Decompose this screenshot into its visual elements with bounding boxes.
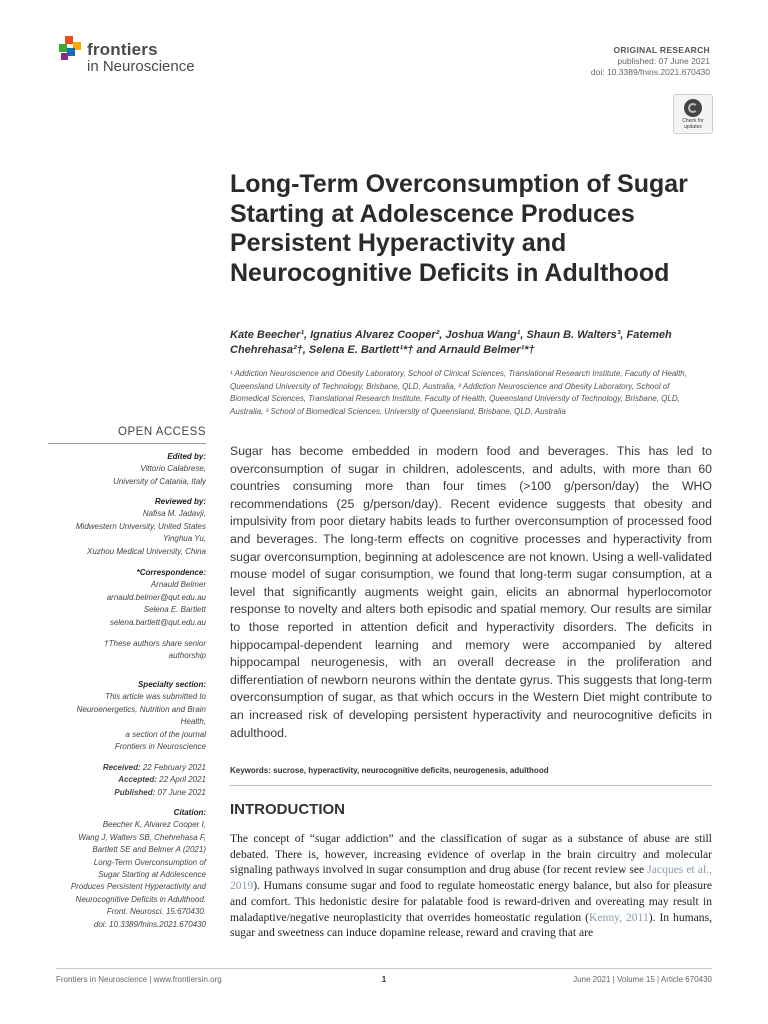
note-line: authorship xyxy=(168,651,206,661)
keywords: Keywords: sucrose, hyperactivity, neurocognitive deficits, neurogenesis, adulthood xyxy=(230,766,549,775)
section-heading: INTRODUCTION xyxy=(230,801,345,818)
published-date: published: 07 June 2021 xyxy=(617,56,710,66)
citation-line: Produces Persistent Hyperactivity and xyxy=(70,882,206,892)
affiliations: ¹ Addiction Neuroscience and Obesity Laboratory, School of Clinical Sciences, Translational Research Institute, Faculty of Health, Queensland University of Technology, Brisbane, QLD, Australia, ² Addiction Neuroscience and Obesity Laboratory, School of Biomedical Sciences, Translational Research Institute, Faculty of Health, Queensland University of Technology, Brisbane, QLD, Australia, ³ School of Biomedical Sciences, University of Queensland, Brisbane, QLD, Australia xyxy=(230,369,687,416)
check-updates-label: Check for updates xyxy=(682,118,704,130)
intro-text: ). Humans consume sugar and food to regulate homeostatic energy balance, but also for pleasure and comfort. This hedonistic desire for palatable food is reward-driven and overeating may result in maladaptive/negative neuroplasticity that overrides homeostatic regulation ( xyxy=(230,879,712,924)
specialty-line: Health, xyxy=(180,717,206,727)
abstract: Sugar has become embedded in modern food and beverages. This has led to overconsumption of sugar in children, adolescents, and adults, with more than 60 countries consuming more than four times (>100 g/person/day) the WHO recommendations (25 g/person/day). Recent evidence suggests that obesity and impulsivity from poor dietary habits leads to further overconsumption of processed food and beverages. The long-term effects on cognitive processes and hyperactivity from sugar overconsumption, beginning at adolescence are not known. Using a well-validated mouse model of sugar consumption, we found that long-term sugar consumption, at a level that significantly augments weight gain, elicits an abnormal hyperlocomotor response to novelty and alters both episodic and spatial memory. Our results are similar to those reported in attention deficit and hyperactivity disorders. The deficits in hippocampal-dependent learning and memory were accompanied by altered hippocampal neurogenesis, with an overall decrease in the proliferation and differentiation of newborn neurons within the dentate gyrus. This suggests that long-term overconsumption of sugar, as that which occurs in the Western Diet might contribute to an increased risk of developing persistent hyperactivity and neurocognitive deficits in adulthood. xyxy=(230,444,712,740)
citation-line: Front. Neurosci. 15:670430. xyxy=(106,907,206,917)
journal-logo[interactable] xyxy=(57,34,227,80)
footer-divider xyxy=(56,968,712,969)
specialty-line: Frontiers in Neuroscience xyxy=(114,742,206,752)
editor-line: Vittorio Calabrese, xyxy=(140,464,206,474)
citation-line: Sugar Starting at Adolescence xyxy=(98,870,206,880)
check-for-updates-button[interactable] xyxy=(673,94,713,134)
correspondence-block xyxy=(48,567,206,629)
divider xyxy=(48,443,206,444)
edited-by-label: Edited by: xyxy=(167,452,206,461)
specialty-line: This article was submitted to xyxy=(105,692,206,702)
citation-link[interactable]: Jacques et al., 2019 xyxy=(230,863,712,893)
specialty-section-block xyxy=(48,679,206,753)
page-number: 1 xyxy=(381,975,387,984)
correspondent-name: Arnauld Belmer xyxy=(150,580,206,590)
specialty-line: a section of the journal xyxy=(125,729,206,739)
reviewer-line: Midwestern University, United States xyxy=(75,521,206,531)
citation-line: Long-Term Overconsumption of xyxy=(93,857,206,867)
accepted-date: 22 April 2021 xyxy=(156,775,206,785)
intro-text: The concept of “sugar addiction” and the classification of sugar as a substance of abuse are still debated. There is, however, increasing evidence of overlap in the brain circuitry and molecular signaling pathways involved in sugar consumption and drug abuse (for recent review see xyxy=(230,832,712,877)
specialty-label: Specialty section: xyxy=(137,680,206,689)
logo-wordmark: frontiers xyxy=(87,40,158,59)
specialty-line: Neuroenergetics, Nutrition and Brain xyxy=(76,704,206,714)
update-icon xyxy=(684,99,702,117)
citation-line: Wang J, Walters SB, Chehrehasa F, xyxy=(78,832,206,842)
citation-line: Beecher K, Alvarez Cooper I, xyxy=(102,820,206,830)
reviewer-line: Yinghua Yu, xyxy=(162,534,206,544)
citation-line: Bartlett SE and Belmer A (2021) xyxy=(92,845,206,855)
article-meta xyxy=(591,45,710,78)
citation-label: Citation: xyxy=(173,808,206,817)
reviewed-by-block xyxy=(48,496,206,558)
reviewer-line: Nafisa M. Jadavji, xyxy=(142,509,206,519)
note-line: †These authors share senior xyxy=(104,639,206,648)
article-title: Long-Term Overconsumption of Sugar Starting at Adolescence Produces Persistent Hyperactivity and Neurocognitive Deficits in Adulthood xyxy=(230,170,688,287)
intro-text: ). In humans, sugar and sweetness can induce dopamine release, reward and craving that are xyxy=(230,910,712,940)
journal-name: in Neuroscience xyxy=(87,58,195,75)
correspondent-name: Selena E. Bartlett xyxy=(143,605,206,615)
editor-line: University of Catania, Italy xyxy=(113,476,206,486)
citation-doi[interactable]: doi: 10.3389/fnins.2021.670430 xyxy=(93,919,206,929)
footer-journal[interactable]: Frontiers in Neuroscience | www.frontiersin.org xyxy=(56,975,222,984)
correspondent-email[interactable]: selena.bartlett@qut.edu.au xyxy=(109,617,206,627)
citation-link[interactable]: Kenny, 2011 xyxy=(589,910,649,924)
received-label: Received: xyxy=(102,763,141,772)
citation-block xyxy=(48,807,206,931)
citation-line: Neurocognitive Deficits in Adulthood. xyxy=(75,894,206,904)
article-type: ORIGINAL RESEARCH xyxy=(613,45,710,55)
article-doi[interactable]: doi: 10.3389/fnins.2021.670430 xyxy=(590,67,710,77)
published-date-side: 07 June 2021 xyxy=(155,787,206,797)
edited-by-block xyxy=(48,451,206,488)
open-access-label: OPEN ACCESS xyxy=(118,426,206,438)
correspondent-email[interactable]: arnauld.belmer@qut.edu.au xyxy=(106,592,206,602)
accepted-label: Accepted: xyxy=(118,775,157,785)
footer-issue: June 2021 | Volume 15 | Article 670430 xyxy=(573,975,712,984)
published-label: Published: xyxy=(114,787,156,797)
correspondence-label: *Correspondence: xyxy=(136,568,206,577)
author-list: Kate Beecher¹, Ignatius Alvarez Cooper², Joshua Wang¹, Shaun B. Walters³, Fatemeh Chehrehasa²†, Selena E. Bartlett¹*† and Arnauld Belmer¹*† xyxy=(230,329,672,356)
reviewer-line: Xuzhou Medical University, China xyxy=(86,546,206,556)
divider xyxy=(230,785,712,786)
senior-author-note xyxy=(48,638,206,663)
dates-block xyxy=(48,762,206,799)
received-date: 22 February 2021 xyxy=(140,763,206,772)
reviewed-by-label: Reviewed by: xyxy=(154,497,206,506)
frontiers-logo-icon xyxy=(57,36,83,62)
introduction-paragraph xyxy=(230,831,712,941)
